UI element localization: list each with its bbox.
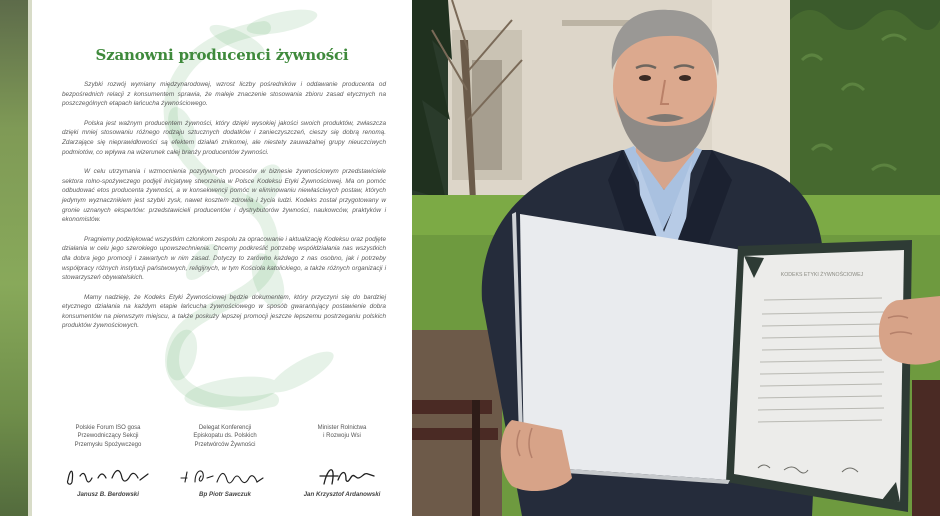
signatory-name: Bp Piotr Sawczuk <box>199 491 251 498</box>
handwritten-signature-berdowski <box>60 464 156 488</box>
photo-scene <box>412 0 940 516</box>
letter-paragraph: Polska jest ważnym producentem żywności, który dzięki wysokiej jakości swoich produktów, zwłaszcza dzięki mniej stosowaniu różnego rodzaju sztucznych dodatków i zanieczyszczeń, cieszy się dobrą renomą. Zdarzające się nieprawidłowości są efektem działań znikomej, ale niestety zauważalnej grupy nieuczciwych podmiotów, co wpływa na wizerunek całej branży producentów żywności. <box>62 119 386 156</box>
signatory-role: Minister Rolnictwa i Rozwoju Wsi <box>317 425 367 440</box>
certificate-page <box>734 250 904 502</box>
signatory-berdowski <box>50 424 166 498</box>
signatory-ardanowski <box>284 424 400 498</box>
letter-title: Szanowni producenci żywności <box>95 46 349 64</box>
certificate-header: KODEKS ETYKI ŻYWNOŚCIOWEJ <box>780 272 864 278</box>
letter-paragraph: Mamy nadzieję, że Kodeks Etyki Żywnościowej będzie dokumentem, który przyczyni się do bardziej etycznego działania na każdym etapie łańcucha żywnościowego w sposób gwarantujący postawienie dobra konsumentów na pierwszym miejscu, a także poskuży lepszej promocji jeszcze lepszemu postrzeganiu polskich produktów żywnościowych. <box>62 293 386 330</box>
window-pane <box>472 60 502 170</box>
bench-right <box>912 380 940 516</box>
left-grass-strip <box>0 0 32 516</box>
photo-minister-with-certificate <box>412 0 940 516</box>
path-ground <box>412 330 502 516</box>
letter-body <box>62 80 386 341</box>
signatory-name: Janusz B. Berdowski <box>77 491 139 498</box>
signatory-role: Polskie Forum ISO gosa Przewodniczący Sekcji Przemysłu Spożywczego <box>74 425 142 448</box>
letter-paragraph: Pragniemy podziękować wszystkim członkom zespołu za opracowanie i aktualizację Kodeksu oraz podjęte działania w celu jego szerokiego upowszechnienia. Chcemy podkreślić potrzebę współdziałania nas wszystkich dla dobra jego promocji i zawartych w nim zasad. Dotyczy to zarówno każdego z nas osobno, jak i potrzeby współpracy różnych instytucji państwowych, religijnych, w tym Kościoła katolickiego, a także różnych organizacji i stowarzyszeń obywatelskich. <box>62 235 386 282</box>
signatory-role: Delegat Konferencji Episkopatu ds. Polskich Przetwórców Żywności <box>193 425 257 448</box>
signature-block <box>50 424 400 516</box>
certificate-folder <box>512 212 912 512</box>
left-hand <box>501 420 572 491</box>
letter-page <box>32 0 412 516</box>
handwritten-signature-ardanowski <box>294 464 390 488</box>
signatory-name: Jan Krzysztof Ardanowski <box>303 491 381 498</box>
signatory-sawczuk <box>167 424 283 498</box>
letter-paragraph: Szybki rozwój wymiany międzynarodowej, wzrost liczby pośredników i oddawanie producenta od bezpośrednich relacji z konsumentem sprawia, że maleje znaczenie stosowania zbioru zasad etycznych na poszczególnych etapach łańcucha żywnościowego. <box>62 81 386 108</box>
right-hand <box>879 296 940 365</box>
letter-paragraph: W celu utrzymania i wzmocnienia pozytywnych procesów w biznesie żywnościowym przedstawiciele sektora rolno-spożywczego podjęli inicjatywę stworzenia w Polsce Kodeksu Etyki Żywnościowej. Ma on pomóc odbudować etos producenta żywności, a w konsekwencji pomóc w eliminowaniu niewłaściwych postaw, których jedynym wyznacznikiem jest szybki zysk, nawet kosztem zdrowia i życia ludzi. Kodeks został przygotowany w gronie uznanych ekspertów: przedstawicieli producentów i dystrybutorów żywności, naukowców, praktyków i ekonomistów. <box>62 168 386 224</box>
handwritten-signature-sawczuk <box>177 464 273 488</box>
